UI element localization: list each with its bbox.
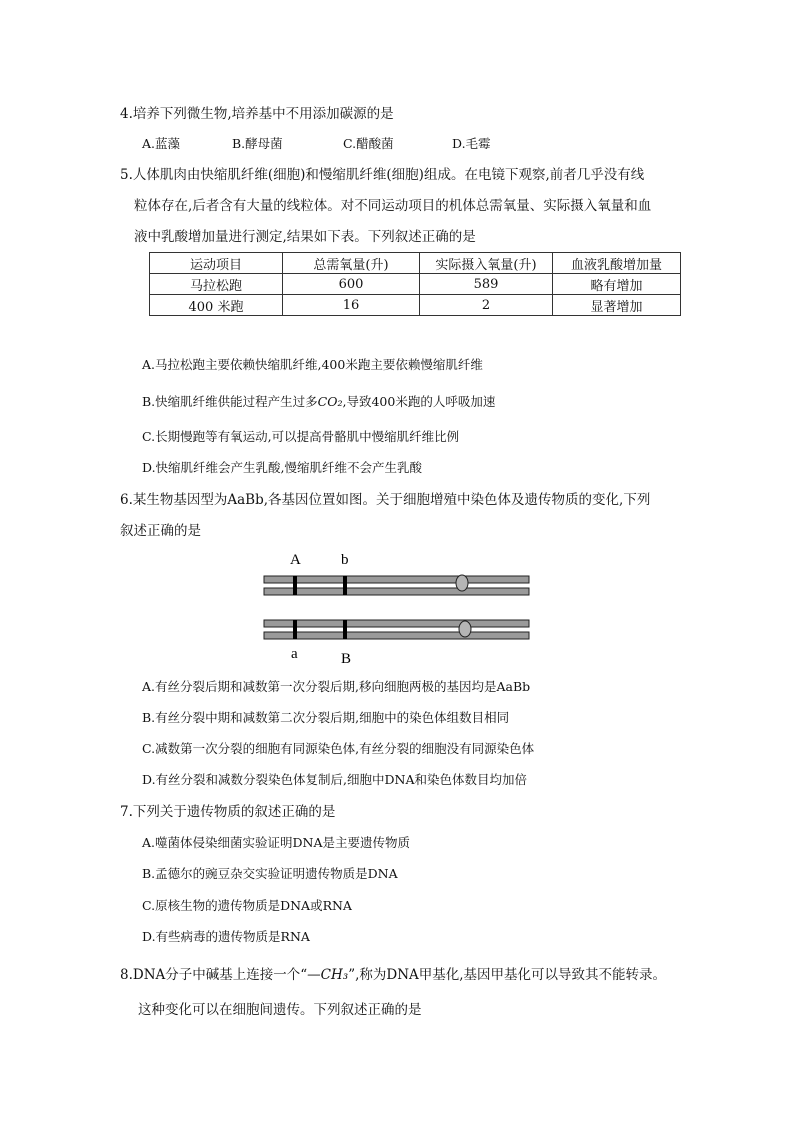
table-header-cell: 总需氧量(升) [283,253,420,274]
label-B: B [341,651,352,667]
q4-option-b: B.酵母菌 [232,136,283,151]
q5-stem-line2: 粒体存在,后者含有大量的线粒体。对不同运动项目的机体总需氧量、实际摄入氧量和血 [134,198,652,214]
locus-B-mark [343,620,347,639]
q7-option-b: B.孟德尔的豌豆杂交实验证明遗传物质是DNA [142,866,398,881]
q5-option-d: D.快缩肌纤维会产生乳酸,慢缩肌纤维不会产生乳酸 [142,460,423,475]
label-a: a [291,646,298,662]
q8-stem-pre: 8.DNA分子中碱基上连接一个“ [120,967,308,983]
table-row [150,295,681,316]
table-row [150,274,681,295]
q8-stem-line1 [120,965,666,985]
q4-stem: 4.培养下列微生物,培养基中不用添加碳源的是 [120,106,394,122]
q5-option-b-text-pre: B.快缩肌纤维供能过程产生过多 [142,394,318,409]
locus-b-mark [343,576,347,595]
q6-option-c: C.减数第一次分裂的细胞有同源染色体,有丝分裂的细胞没有同源染色体 [142,741,535,756]
q7-option-c: C.原核生物的遗传物质是DNA或RNA [142,898,352,913]
q5-option-a: A.马拉松跑主要依赖快缩肌纤维,400米跑主要依赖慢缩肌纤维 [142,357,483,372]
table-cell: 600 [283,274,420,295]
locus-A-mark [293,576,297,595]
co2-formula: CO₂ [317,394,343,409]
table-cell: 589 [420,274,553,295]
table-cell: 略有增加 [553,274,681,295]
q5-data-table [149,252,681,316]
table-cell: 马拉松跑 [150,274,283,295]
q8-stem-post: ”,称为DNA甲基化,基因甲基化可以导致其不能转录。 [348,967,667,983]
chromatid-top-2 [264,588,529,595]
q5-stem-line1: 5.人体肌肉由快缩肌纤维(细胞)和慢缩肌纤维(细胞)组成。在电镜下观察,前者几乎没有线 [120,167,645,183]
chromatid-bottom-2 [264,632,529,639]
label-A: A [290,552,301,568]
label-b: b [341,552,349,568]
q6-option-b: B.有丝分裂中期和减数第二次分裂后期,细胞中的染色体组数目相同 [142,710,510,725]
q5-option-b-text-post: ,导致400米跑的人呼吸加速 [342,394,496,409]
q4-option-a: A.蓝藻 [142,136,181,151]
q4-option-d: D.毛霉 [452,136,491,151]
q7-option-a: A.噬菌体侵染细菌实验证明DNA是主要遗传物质 [142,835,410,850]
q7-option-d: D.有些病毒的遗传物质是RNA [142,929,310,944]
q6-option-a: A.有丝分裂后期和减数第一次分裂后期,移向细胞两极的基因均是AaBb [142,679,531,694]
q6-option-d: D.有丝分裂和减数分裂染色体复制后,细胞中DNA和染色体数目均加倍 [142,772,528,787]
centromere-bottom [459,621,471,637]
table-header-row [150,253,681,274]
table-cell: 16 [283,295,420,316]
table-cell: 400 米跑 [150,295,283,316]
q6-stem-line2: 叙述正确的是 [120,523,201,539]
q5-option-c: C.长期慢跑等有氧运动,可以提高骨骼肌中慢缩肌纤维比例 [142,429,460,444]
q7-stem: 7.下列关于遗传物质的叙述正确的是 [120,804,336,820]
chromosome-figure [255,545,540,670]
table-cell: 2 [420,295,553,316]
methyl-formula: —CH₃ [307,967,349,983]
chromatid-top-1 [264,576,529,583]
table-cell: 显著增加 [553,295,681,316]
locus-a-mark [293,620,297,639]
table-header-cell: 实际摄入氧量(升) [420,253,553,274]
table-header-cell: 血液乳酸增加量 [553,253,681,274]
chromatid-bottom-1 [264,620,529,627]
q5-option-b [142,393,495,411]
centromere-top [456,575,468,591]
q8-stem-line2: 这种变化可以在细胞间遗传。下列叙述正确的是 [138,1002,422,1018]
q5-stem-line3: 液中乳酸增加量进行测定,结果如下表。下列叙述正确的是 [134,229,476,245]
q4-option-c: C.醋酸菌 [343,136,394,151]
q6-stem-line1: 6.某生物基因型为AaBb,各基因位置如图。关于细胞增殖中染色体及遗传物质的变化,下列 [120,492,651,508]
table-header-cell: 运动项目 [150,253,283,274]
